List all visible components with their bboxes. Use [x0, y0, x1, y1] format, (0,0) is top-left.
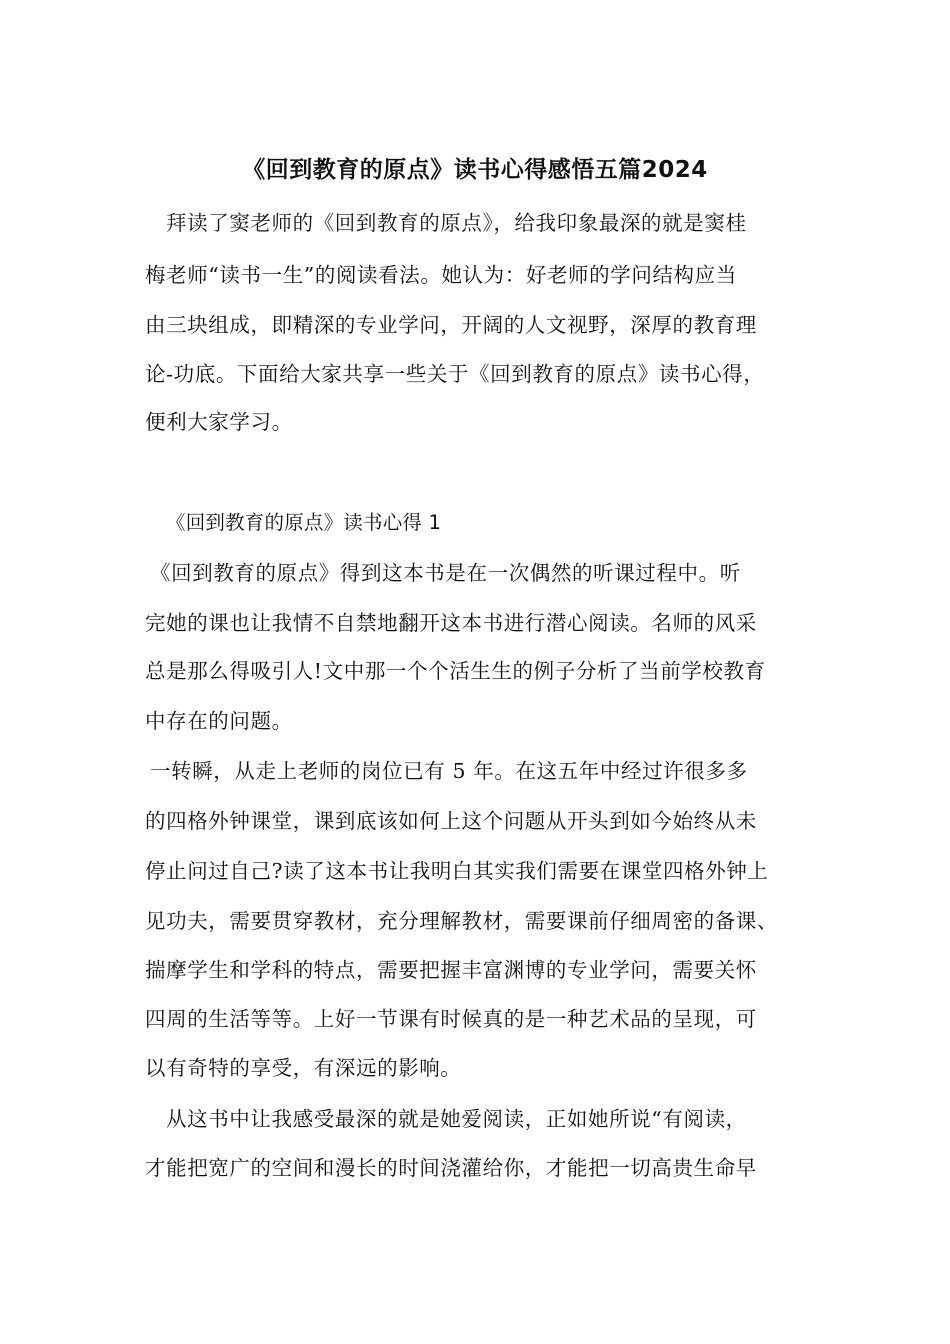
body-line: 四周的生活等等。上好一节课有时候真的是一种艺术品的呈现，可	[145, 1007, 757, 1031]
intro-line: 梅老师“读书一生”的阅读看法。她认为：好老师的学问结构应当	[145, 263, 737, 287]
intro-line: 论-功底。下面给大家共享一些关于《回到教育的原点》读书心得，	[145, 362, 765, 386]
body-line: 的四格外钟课堂，课到底该如何上这个问题从开头到如今始终从未	[145, 809, 757, 833]
intro-line: 由三块组成，即精深的专业学问，开阔的人文视野，深厚的教育理	[145, 313, 757, 337]
body-line: 揣摩学生和学科的特点，需要把握丰富渊博的专业学问，需要关怀	[145, 958, 757, 982]
body-line: 中存在的问题。	[145, 709, 293, 733]
body-line: 以有奇特的享受，有深远的影响。	[145, 1056, 462, 1080]
body-line: 才能把宽广的空间和漫长的时间浇灌给你，才能把一切高贵生命早	[145, 1156, 757, 1180]
body-line: 一转瞬，从走上老师的岗位已有 5 年。在这五年中经过许很多多	[150, 759, 748, 783]
intro-line: 便利大家学习。	[145, 410, 293, 434]
body-line: 总是那么得吸引人!文中那一个个活生生的例子分析了当前学校教育	[145, 659, 766, 683]
body-line: 见功夫，需要贯穿教材，充分理解教材，需要课前仔细周密的备课、	[145, 909, 778, 933]
section-heading: 《回到教育的原点》读书心得 1	[166, 511, 442, 534]
body-line: 停止问过自己?读了这本书让我明白其实我们需要在课堂四格外钟上	[145, 859, 769, 883]
document-title: 《回到教育的原点》读书心得感悟五篇2024	[242, 157, 708, 183]
body-line: 完她的课也让我情不自禁地翻开这本书进行潜心阅读。名师的风采	[145, 611, 757, 635]
body-line: 从这书中让我感受最深的就是她爱阅读，正如她所说“有阅读，	[166, 1107, 747, 1131]
body-line: 《回到教育的原点》得到这本书是在一次偶然的听课过程中。听	[150, 561, 741, 585]
intro-line: 拜读了窦老师的《回到教育的原点》，给我印象最深的就是窦桂	[166, 211, 747, 235]
